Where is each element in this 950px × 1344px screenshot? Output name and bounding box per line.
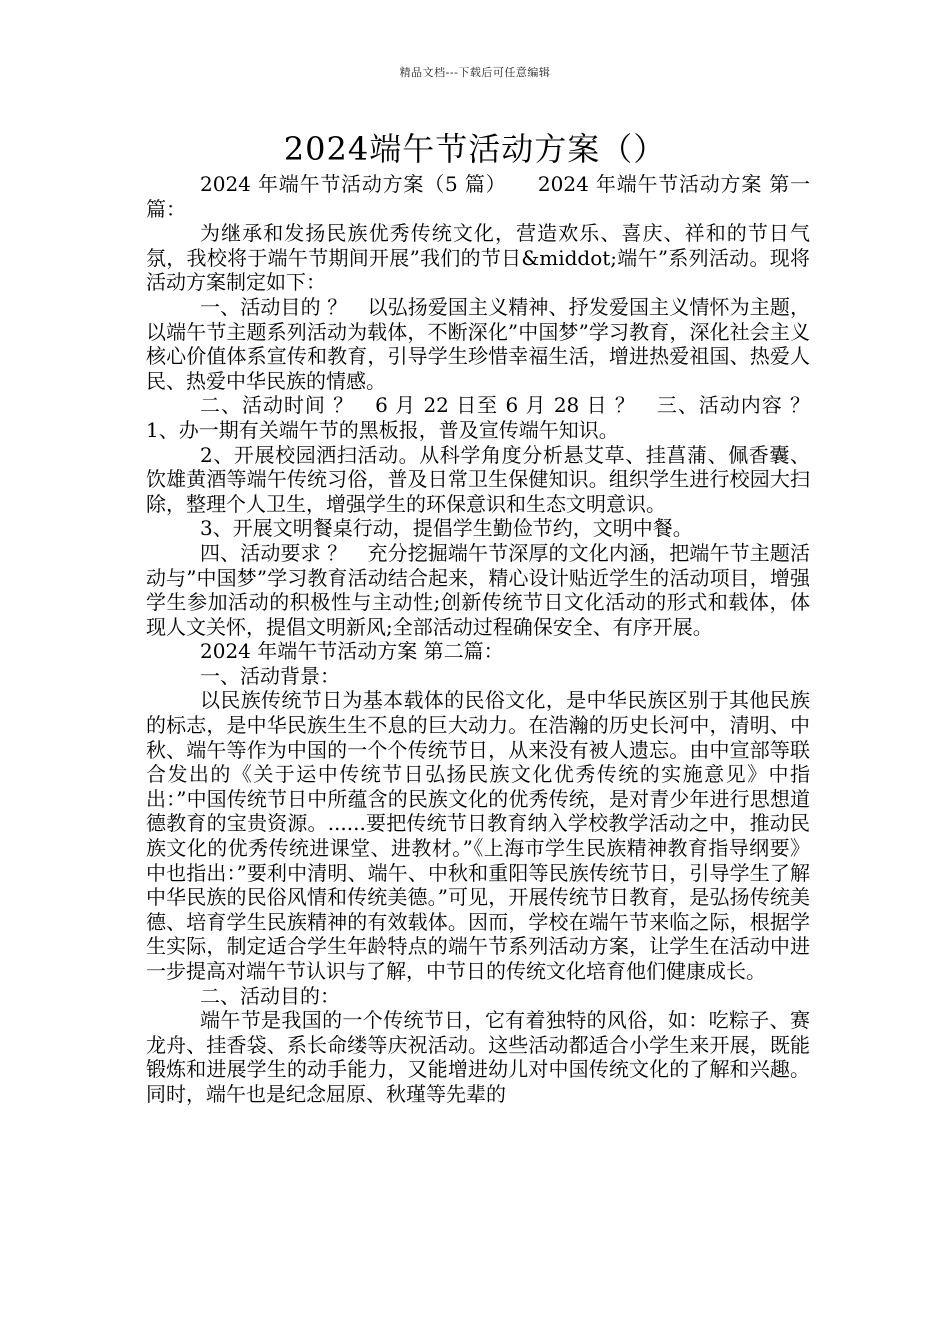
paragraph-intro: 2024 年端午节活动方案（5 篇） 2024 年端午节活动方案 第一篇：: [146, 172, 810, 221]
paragraph: 以民族传统节日为基本载体的民俗文化，是中华民族区别于其他民族的标志，是中华民族生生不息的巨大动力。在浩瀚的历史长河中，清明、中秋、端午等作为中国的一个个传统节日，从来没有被人遗忘。由中宣部等联合发出的《关于运中传统节日弘扬民族文化优秀传统的实施意见》中指出：”中国传统节日中所蕴含的民族文化的优秀传统，是对青少年进行思想道德教育的宝贵资源。......要把传统节日教育纳入学校教学活动之中，推动民族文化的优秀传统进课堂、进教材。”《上海市学生民族精神教育指导纲要》中也指出：”要利中清明、端午、中秋和重阳等民族传统节日，引导学生了解中华民族的民俗风情和传统美德。”可见，开展传统节日教育，是弘扬传统美德、培育学生民族精神的有效载体。因而，学校在端午节来临之际，根据学生实际，制定适合学生年龄特点的端午节系列活动方案，让学生在活动中进一步提高对端午节认识与了解，中节日的传统文化培育他们健康成长。: [146, 688, 810, 983]
section-heading: 一、活动背景：: [200, 663, 340, 688]
paragraph: 二、活动时间 ？ 6 月 22 日至 6 月 28 日 ？ 三、活动内容 ？ 1、办一期有关端午节的黑板报，普及宣传端午知识。: [146, 393, 830, 442]
paragraph: 一、活动目的 ？ 以弘扬爱国主义精神、抒发爱国主义情怀为主题，以端午节主题系列活动为载体，不断深化”中国梦”学习教育，深化社会主义核心价值体系宣传和教育，引导学生珍惜幸福生活，增进热爱祖国、热爱人民、热爱中华民族的情感。: [146, 294, 810, 393]
paragraph: 为继承和发扬民族优秀传统文化，营造欢乐、喜庆、祥和的节日气氛，我校将于端午节期间开展”我们的节日&middot;端午”系列活动。现将活动方案制定如下：: [146, 221, 810, 295]
paragraph: 四、活动要求 ？ 充分挖掘端午节深厚的文化内涵，把端午节主题活动与”中国梦”学习教育活动结合起来，精心设计贴近学生的活动项目，增强学生参加活动的积极性与主动性;创新传统节日文化活动的形式和载体，体现人文关怀，提倡文明新风;全部活动过程确保安全、有序开展。: [146, 540, 810, 639]
document-body: [146, 172, 830, 1107]
paragraph: 2、开展校园洒扫活动。从科学角度分析悬艾草、挂菖蒲、佩香囊、饮雄黄酒等端午传统习俗，普及日常卫生保健知识。组织学生进行校园大扫除，整理个人卫生，增强学生的环保意识和生态文明意识。: [146, 442, 810, 516]
section-heading: 二、活动目的：: [200, 983, 340, 1008]
paragraph: 3、开展文明餐桌行动，提倡学生勤俭节约，文明中餐。: [200, 516, 693, 541]
document-title: 2024端午节活动方案（）: [283, 130, 667, 168]
section-heading: 2024 年端午节活动方案 第二篇：: [200, 639, 504, 664]
page-header: 精品文档---下载后可任意编辑: [399, 66, 551, 79]
paragraph: 端午节是我国的一个传统节日，它有着独特的风俗，如：吃粽子、赛龙舟、挂香袋、系长命缕等庆祝活动。这些活动都适合小学生来开展，既能锻炼和进展学生的动手能力，又能增进幼儿对中国传统文化的了解和兴趣。同时，端午也是纪念屈原、秋瑾等先辈的: [146, 1008, 810, 1106]
